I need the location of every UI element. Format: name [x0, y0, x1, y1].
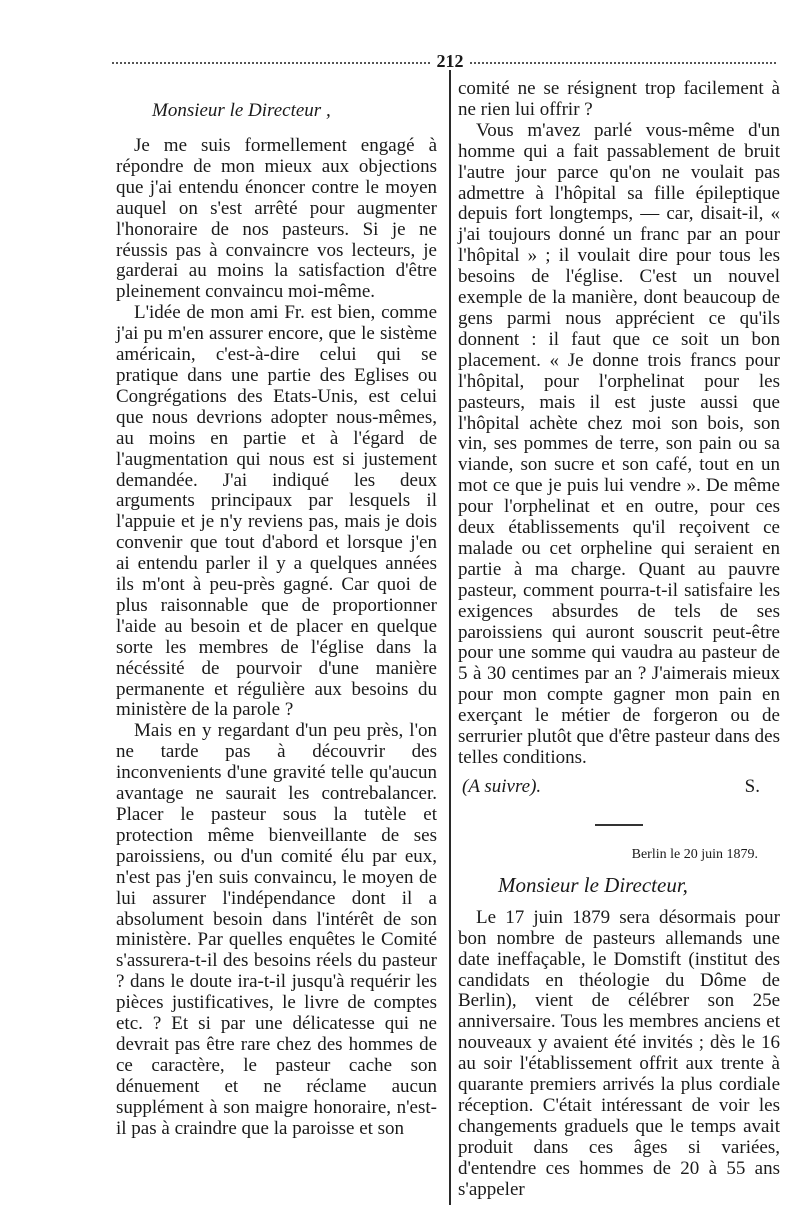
- left-column: [116, 78, 437, 1140]
- paragraph: Mais en y regardant d'un peu près, l'on ne tarde pas à découvrir des inconvenients d'une gravité telle qu'aucun avantage ne saurait les contrebalancer. Placer le pasteur sous la tutèle et protection même bienveillante de ses paroissiens, ou d'un comité élu par eux, n'est pas j'en suis convaincu, le moyen de lui assurer l'indépendance dont il a absolument besoin dans l'intérêt de son ministère. Par quelles enquêtes le Comité s'assurera-t-il des besoins réels du pasteur ? dans le doute ira-t-il jusqu'à requérir les pièces justificatives, le livre de comptes etc. ? Et si par une délicatesse qui ne devrait pas être rare chez des hommes de ce caractère, le pasteur cache son dénuement et ne réclame aucun supplément à son maigre honoraire, n'est-il pas à craindre que la paroisse et son: [116, 720, 437, 1139]
- column-divider: [449, 70, 451, 1205]
- header-rule-right: [470, 62, 776, 64]
- dateline: Berlin le 20 juin 1879.: [631, 846, 758, 862]
- right-column: [458, 79, 780, 1201]
- article-separator: [595, 824, 643, 826]
- paragraph: L'idée de mon ami Fr. est bien, comme j'ai pu m'en assurer encore, que le sistème américain, c'est-à-dire celui qui se pratique dans une partie des Eglises ou Congrégations des Etats-Unis, est celui que nous devrions adopter nous-mêmes, au moins en partie et à l'égard de l'augmentation qui nous est si justement demandée. J'ai indiqué les deux arguments principaux par lesquels il l'appuie et je n'y reviens pas, mais je dois convenir que tout d'abord et lorsque j'en ai entendu parler il y a quelques années ils m'ont à peu-près gagné. Car quoi de plus raisonnable que de proportionner l'aide au besoin et de placer en quelque sorte les membres de l'église dans la nécéssité de pourvoir d'une manière permanente et régulière aux besoins du ministère de la parole ?: [116, 302, 437, 721]
- paragraph-continuation: comité ne se résignent trop facilement à ne rien lui offrir ?: [458, 78, 780, 120]
- paragraph: Je me suis formellement engagé à répondre de mon mieux aux objections que j'ai entendu énoncer contre le moyen auquel on s'est arrêté pour augmenter l'honoraire de nos pasteurs. Si je ne réussis pas à convaincre vos lecteurs, je garderai au moins la satisfaction d'être pleinement convaincu moi-même.: [116, 135, 437, 303]
- signature-line: [458, 777, 780, 798]
- header-rule-left: [112, 62, 430, 64]
- paragraph: Vous m'avez parlé vous-même d'un homme qui a fait passablement de bruit l'autre jour parce qu'on ne voulait pas admettre à l'hôpital sa fille épileptique depuis fort longtemps, — car, disait-il, « j'ai toujours donné un franc par an pour l'hôpital » ; il voulait dire pour tous les besoins de l'église. C'est un nouvel exemple de la manière, dont beaucoup de gens parmi nous apprécient ce qu'ils donnent : il faut que ce soit un bon placement. « Je donne trois francs pour l'hôpital, pour l'orphelinat pour les pasteurs, mais il est juste aussi que l'hôpital achète chez moi son bois, son vin, ses pommes de terre, son pain ou sa viande, son sucre et son café, tout en un mot ce que je puis lui vendre ». De même pour l'orphelinat et en outre, pour ces deux établissements qu'il reçoivent ce malade ou cet orpheline qui seraient en partie à ma charge. Quant au pauvre pasteur, comment pourra-t-il satisfaire les exigences absurdes de tels de ses paroissiens qui auront souscrit peut-être pour une somme qui vaudra au pasteur de 5 à 30 centimes par an ? J'aimerais mieux pour mon compte gagner mon pain en exerçant le métier de forgeron ou de serrurier plutôt que d'être pasteur dans des telles conditions.: [458, 119, 780, 768]
- to-be-continued: (A suivre).: [462, 775, 542, 797]
- page-number: 212: [436, 51, 464, 71]
- salutation: Monsieur le Directeur ,: [152, 100, 331, 121]
- signature: S.: [744, 775, 760, 797]
- paragraph: Le 17 juin 1879 sera désormais pour bon nombre de pasteurs allemands une date ineffaçable, le Domstift (institut des candidats en théologie du Dôme de Berlin), vient de célébrer son 25e anniversaire. Tous les membres anciens et nouveaux y avaient été invités ; dès le 16 au soir l'établissement offrit aux trente à quarante premiers arrivés la plus cordiale réception. C'était intéressant de voir les changements graduels que le temps avait produit dans ces âges si variées, d'entendre ces hommes de 20 à 55 ans s'appeler: [458, 906, 780, 1200]
- salutation: Monsieur le Directeur,: [498, 872, 688, 897]
